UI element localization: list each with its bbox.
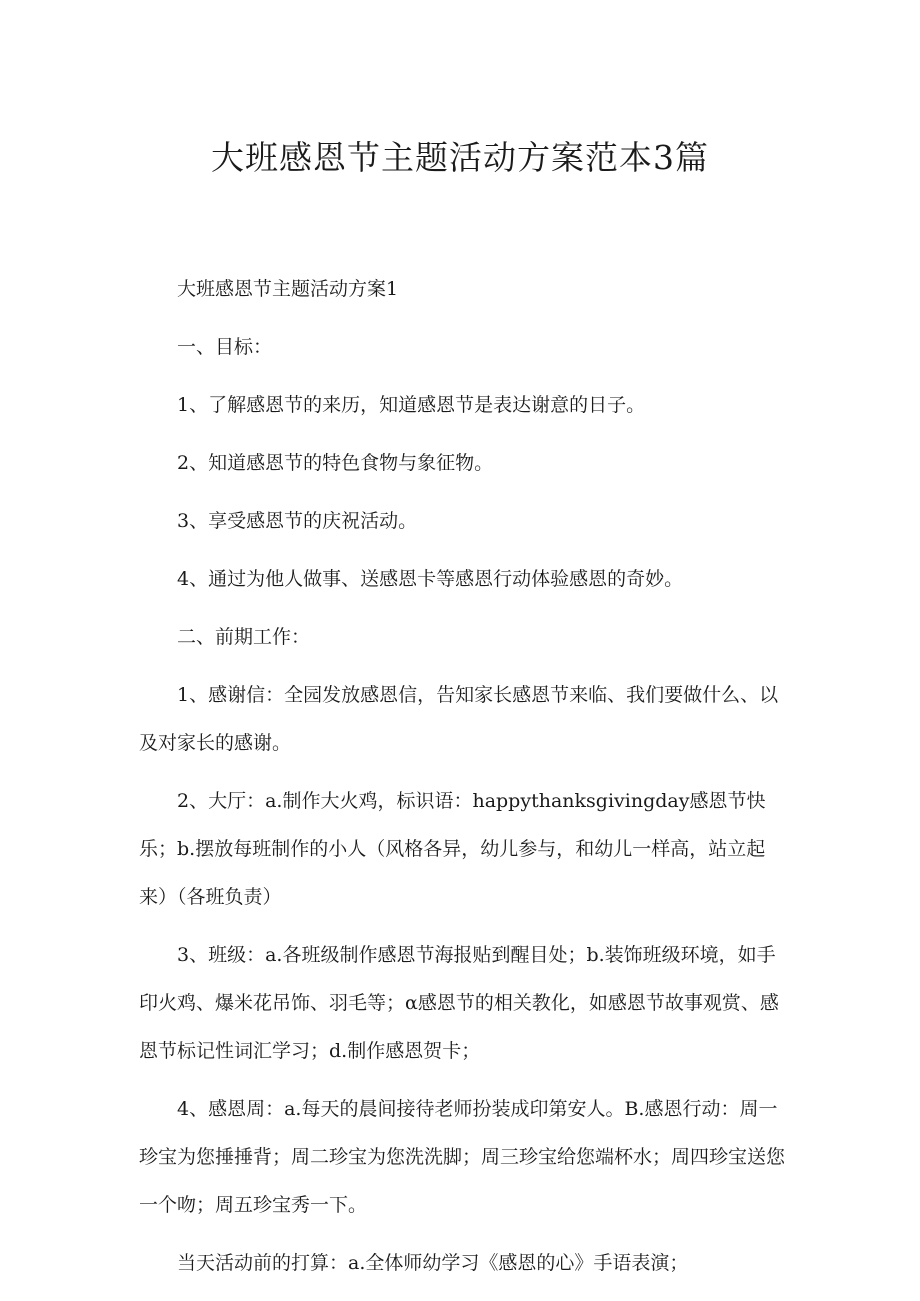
prep-item: 3、班级：a.各班级制作感恩节海报贴到醒目处；b.装饰班级环境，如手印火鸡、爆米花吊饰、羽毛等；α感恩节的相关教化，如感恩节故事观赏、感恩节标记性词汇学习；d.制作感恩贺卡； [139, 944, 779, 1062]
goal-item: 2、知道感恩节的特色食物与象征物。 [177, 452, 494, 474]
prep-heading: 二、前期工作： [177, 626, 311, 648]
prep-item: 4、感恩周：a.每天的晨间接待老师扮装成印第安人。B.感恩行动：周一珍宝为您捶捶背；周二珍宝为您洗洗脚；周三珍宝给您端杯水；周四珍宝送您一个吻；周五珍宝秀一下。 [139, 1098, 786, 1216]
document-title: 大班感恩节主题活动方案范本3篇 [211, 138, 709, 177]
prep-item: 2、大厅：a.制作大火鸡，标识语：happythanksgivingday感恩节快乐；b.摆放每班制作的小人（风格各异，幼儿参与，和幼儿一样高，站立起来）（各班负责） [139, 790, 766, 908]
prep-item: 当天活动前的打算：a.全体师幼学习《感恩的心》手语表演； [177, 1252, 689, 1274]
document-body [139, 265, 787, 1287]
section-heading: 大班感恩节主题活动方案1 [177, 278, 399, 300]
goal-item: 4、通过为他人做事、送感恩卡等感恩行动体验感恩的奇妙。 [177, 568, 684, 590]
goal-item: 3、享受感恩节的庆祝活动。 [177, 510, 418, 532]
goal-heading: 一、目标： [177, 336, 273, 358]
prep-item: 1、感谢信：全园发放感恩信，告知家长感恩节来临、我们要做什么、以及对家长的感谢。 [139, 684, 779, 754]
goal-item: 1、了解感恩节的来历，知道感恩节是表达谢意的日子。 [177, 394, 646, 416]
